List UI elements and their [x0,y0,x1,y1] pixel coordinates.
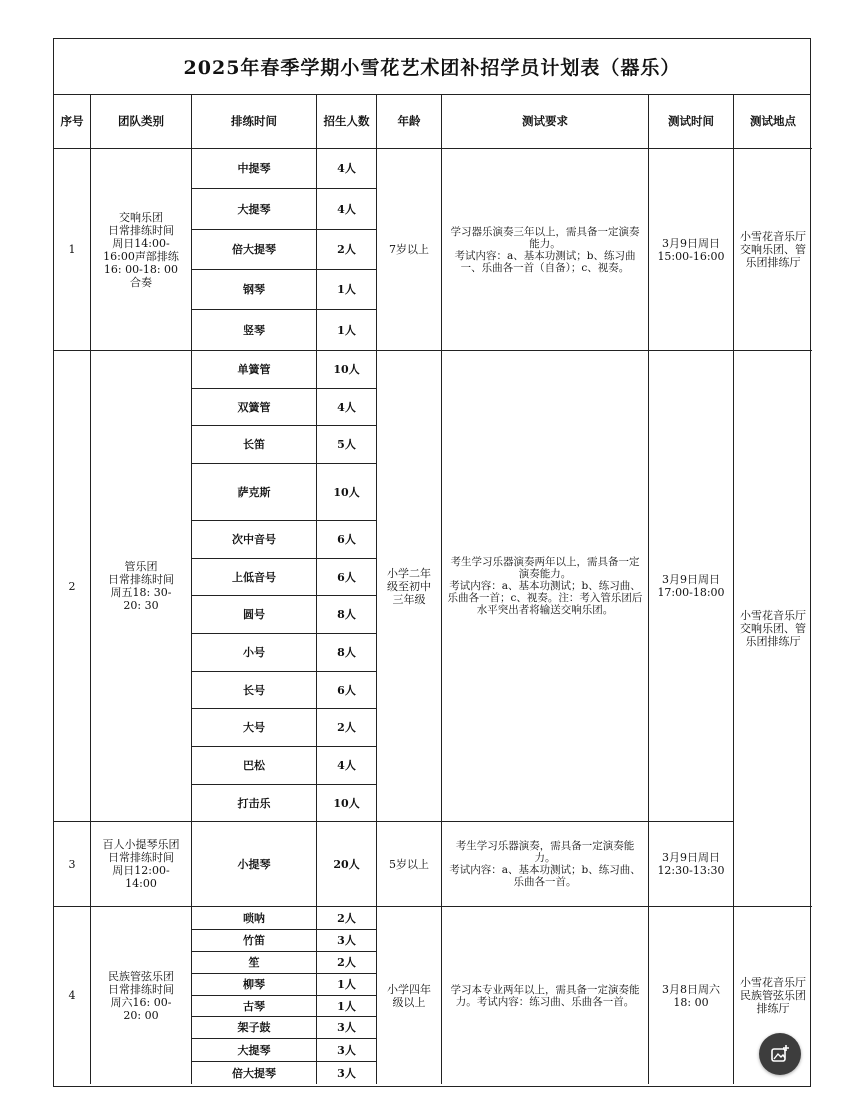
instrument-name: 倍大提琴 [192,1062,317,1084]
group-age: 小学二年 级至初中 三年级 [377,351,442,822]
instrument-name: 圆号 [192,596,317,634]
instrument-name: 巴松 [192,747,317,785]
group-requirement: 学习本专业两年以上，需具备一定演奏能力。考试内容：练习曲、乐曲各一首。 [442,907,649,1084]
group-no: 3 [54,822,91,907]
group-category: 民族管弦乐团 日常排练时间 周六16: 00- 20: 00 [91,907,192,1084]
header-age: 年龄 [377,95,442,149]
instrument-name: 长笛 [192,426,317,464]
instrument-name: 大提琴 [192,1039,317,1062]
instrument-count: 6人 [317,559,377,596]
instrument-count: 8人 [317,634,377,672]
instrument-count: 1人 [317,974,377,996]
group-age: 小学四年 级以上 [377,907,442,1084]
instrument-count: 2人 [317,709,377,747]
group-test-time: 3月9日周日 15:00-16:00 [649,149,734,351]
location-g23: 小雪花音乐厅交响乐团、管乐团排练厅 [734,351,812,907]
group-no: 2 [54,351,91,822]
instrument-name: 次中音号 [192,521,317,559]
group-category: 管乐团 日常排练时间 周五18: 30- 20: 30 [91,351,192,822]
instrument-name: 笙 [192,952,317,974]
instrument-count: 1人 [317,996,377,1017]
group-age: 7岁以上 [377,149,442,351]
header-rehearsal-time: 排练时间 [192,95,317,149]
instrument-count: 2人 [317,907,377,930]
instrument-count: 6人 [317,521,377,559]
instrument-count: 8人 [317,596,377,634]
instrument-count: 3人 [317,1017,377,1039]
group-category: 交响乐团 日常排练时间 周日14:00- 16:00声部排练 16: 00-18: 00 合奏 [91,149,192,351]
instrument-count: 4人 [317,389,377,426]
header-category: 团队类别 [91,95,192,149]
instrument-count: 5人 [317,426,377,464]
group-test-time: 3月9日周日 17:00-18:00 [649,351,734,822]
instrument-count: 4人 [317,747,377,785]
instrument-count: 3人 [317,930,377,952]
instrument-count: 2人 [317,230,377,270]
instrument-count: 3人 [317,1062,377,1084]
instrument-count: 2人 [317,952,377,974]
header-test-location: 测试地点 [734,95,812,149]
instrument-count: 1人 [317,270,377,310]
instrument-count: 4人 [317,149,377,189]
add-image-button[interactable] [759,1033,801,1075]
instrument-count: 10人 [317,351,377,389]
instrument-name: 架子鼓 [192,1017,317,1039]
add-image-icon [769,1043,791,1065]
instrument-name: 唢呐 [192,907,317,930]
instrument-name: 上低音号 [192,559,317,596]
instrument-count: 10人 [317,785,377,822]
instrument-name: 长号 [192,672,317,709]
instrument-count: 3人 [317,1039,377,1062]
instrument-name: 双簧管 [192,389,317,426]
group-category: 百人小提琴乐团 日常排练时间 周日12:00- 14:00 [91,822,192,907]
group-requirement: 考生学习乐器演奏两年以上，需具备一定演奏能力。 考试内容：a、基本功测试；b、练习曲、乐曲各一首；c、视奏。注：考入管乐团后水平突出者将输送交响乐团。 [442,351,649,822]
instrument-name: 打击乐 [192,785,317,822]
instrument-name: 小号 [192,634,317,672]
instrument-name: 萨克斯 [192,464,317,521]
location-g1: 小雪花音乐厅交响乐团、管乐团排练厅 [734,149,812,351]
instrument-name: 大提琴 [192,189,317,230]
instrument-count: 6人 [317,672,377,709]
group-requirement: 考生学习乐器演奏，需具备一定演奏能力。 考试内容：a、基本功测试；b、练习曲、乐曲各一首。 [442,822,649,907]
instrument-count: 4人 [317,189,377,230]
instrument-count: 1人 [317,310,377,351]
header-no: 序号 [54,95,91,149]
instrument-name: 柳琴 [192,974,317,996]
group-no: 1 [54,149,91,351]
instrument-name: 古琴 [192,996,317,1017]
recruitment-plan-table [53,38,811,1087]
group-test-time: 3月8日周六 18: 00 [649,907,734,1084]
instrument-name: 竹笛 [192,930,317,952]
instrument-count: 10人 [317,464,377,521]
instrument-name: 钢琴 [192,270,317,310]
instrument-name: 大号 [192,709,317,747]
group-age: 5岁以上 [377,822,442,907]
group-requirement: 学习器乐演奏三年以上，需具备一定演奏能力。 考试内容：a、基本功测试；b、练习曲一、乐曲各一首（自备）；c、视奏。 [442,149,649,351]
header-test-time: 测试时间 [649,95,734,149]
header-requirement: 测试要求 [442,95,649,149]
group-test-time: 3月9日周日 12:30-13:30 [649,822,734,907]
instrument-name: 倍大提琴 [192,230,317,270]
instrument-name: 竖琴 [192,310,317,351]
group-no: 4 [54,907,91,1084]
header-enrollment: 招生人数 [317,95,377,149]
instrument-name: 中提琴 [192,149,317,189]
instrument-count: 20人 [317,822,377,907]
location-g4: 小雪花音乐厅民族管弦乐团排练厅 [740,976,806,1015]
instrument-name: 单簧管 [192,351,317,389]
page-title: 2025年春季学期小雪花艺术团补招学员计划表（器乐） [54,39,810,95]
instrument-name: 小提琴 [192,822,317,907]
